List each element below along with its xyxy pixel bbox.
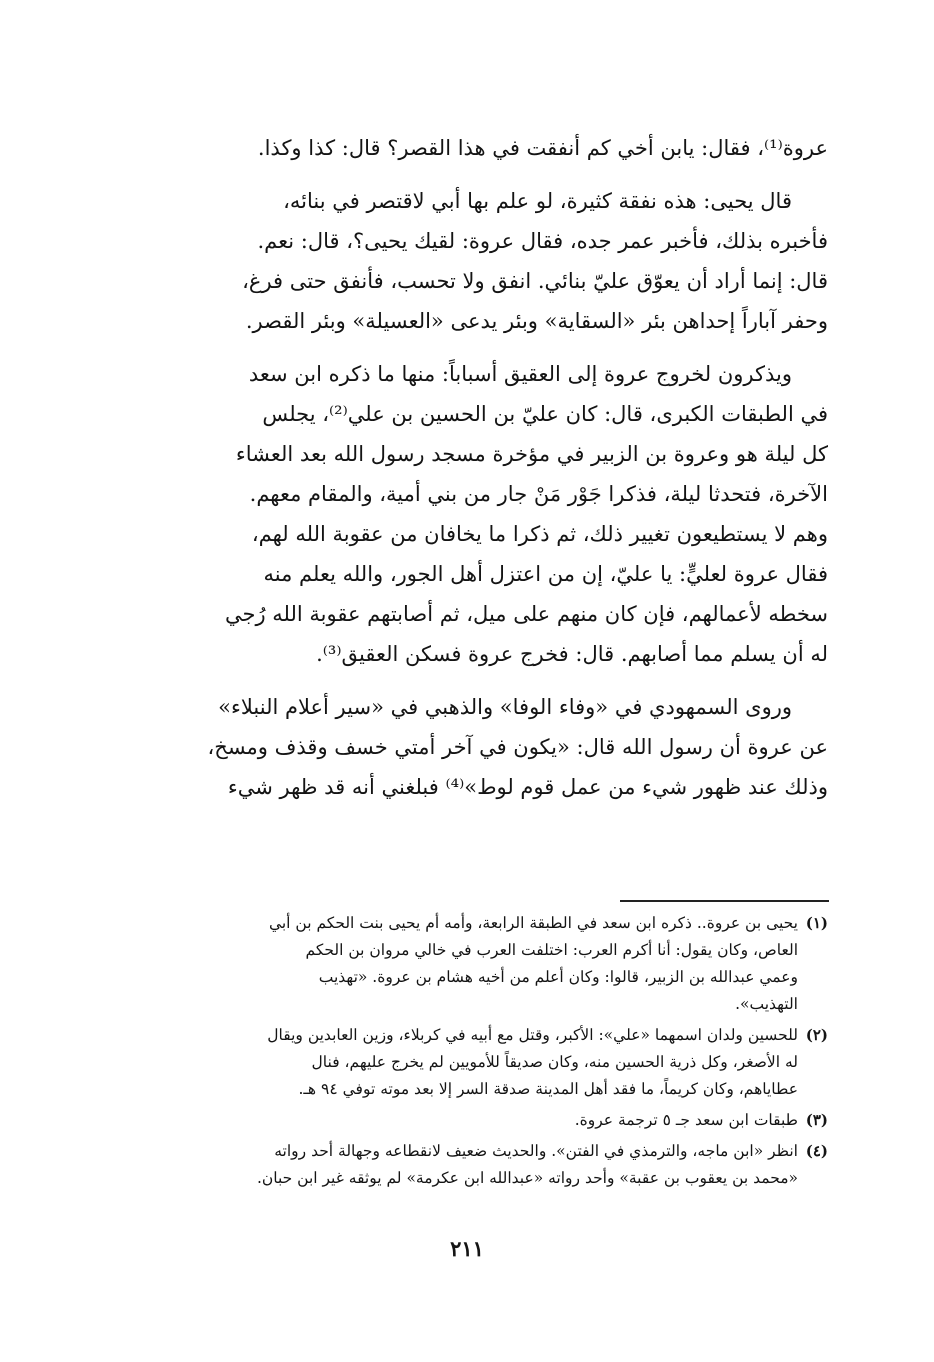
footnote-line: له الأصغر، وكل ذرية الحسين منه، وكان صديقاً للأمويين لم يخرج عليهم، فنال: [311, 1053, 798, 1071]
footnote-line: للحسين ولدان اسمهما «علي»: الأكبر، وقتل مع أبيه في كربلاء، وزين العابدين ويقال: [267, 1026, 798, 1044]
paragraph: [132, 687, 828, 807]
text-line: وحفر آباراً إحداهن بئر «السقاية» وبئر يدعى «العسيلة» وبئر القصر.: [245, 309, 828, 333]
paragraph: [132, 128, 828, 168]
paragraph: [132, 181, 828, 341]
text-line: في الطبقات الكبرى، قال: كان عليّ بن الحسين بن علي⁽²⁾، يجلس: [262, 402, 828, 426]
footnote-line: التهذيب».: [735, 995, 798, 1013]
text-line: عروة⁽¹⁾، فقال: يابن أخي كم أنفقت في هذا القصر؟ قال: كذا وكذا.: [257, 136, 828, 160]
footnote-number: (٣): [805, 1111, 828, 1129]
footnote-line: «محمد بن يعقوب بن عقبة» وأحد رواته «عبدالله ابن عكرمة» لم يوثقه غير ابن حبان.: [256, 1169, 798, 1187]
main-text: [132, 128, 828, 820]
text-line: ويذكرون لخروج عروة إلى العقيق أسباباً: منها ما ذكره ابن سعد: [248, 362, 792, 386]
footnote: [132, 1138, 828, 1192]
text-line: وهم لا يستطيعون تغيير ذلك، ثم ذكرا ما يخافان من عقوبة الله لهم،: [251, 522, 828, 546]
text-line: فقال عروة لعليٍّ: يا عليّ، إن من اعتزل أهل الجور، والله يعلم منه: [263, 562, 828, 586]
footnote-number: (١): [805, 914, 828, 932]
text-line: وذلك عند ظهور شيء من عمل قوم لوط»⁽⁴⁾ فبلغني أنه قد ظهر شيء: [227, 775, 828, 799]
footnote-line: العاص، وكان يقول: أنا أكرم العرب: اختلفت العرب في خالي مروان بن الحكم: [305, 941, 798, 959]
text-line: الآخرة، فتحدثا ليلة، فذكرا جَوْر مَنْ جار من بني أمية، والمقام معهم.: [249, 482, 828, 506]
footnote-line: انظر «ابن ماجه، والترمذي في الفتن». والحديث ضعيف لانقطاعه وجهالة أحد رواته: [274, 1142, 798, 1160]
text-line: قال: إنما أراد أن يعوّق عليّ بنائي. انفق ولا تحسب، فأنفق حتى فرغ،: [242, 269, 828, 293]
footnote-line: عطاياهم، وكان كريماً، ما فقد أهل المدينة صدقة السر إلا بعد موته توفي ٩٤ هـ.: [298, 1080, 798, 1098]
paragraph: [132, 354, 828, 674]
footnotes: [132, 910, 828, 1192]
footnote: [132, 1022, 828, 1103]
text-line: فأخبره بذلك، فأخبر عمر جده، فقال عروة: لقيك يحيى؟، قال: نعم.: [257, 229, 828, 253]
text-line: سخطه لأعمالهم، فإن كان منهم على ميل، ثم أصابتهم عقوبة الله رُجي: [224, 602, 828, 626]
footnote-line: طبقات ابن سعد جـ ٥ ترجمة عروة.: [574, 1111, 798, 1129]
footnote: [132, 1107, 828, 1134]
footnote-separator: [620, 900, 829, 902]
footnote-number: (٤): [805, 1142, 828, 1160]
footnote-line: يحيى بن عروة.. ذكره ابن سعد في الطبقة الرابعة، وأمه أم يحيى بنت الحكم بن أبي: [268, 914, 798, 932]
text-line: كل ليلة هو وعروة بن الزبير في مؤخرة مسجد رسول الله بعد العشاء: [235, 442, 828, 466]
footnote: [132, 910, 828, 1018]
footnote-number: (٢): [805, 1026, 828, 1044]
text-line: له أن يسلم مما أصابهم. قال: فخرج عروة فسكن العقيق⁽³⁾.: [316, 642, 828, 666]
footnote-line: وعمي عبدالله بن الزبير، قالوا: وكان أعلم من أخيه هشام بن عروة. «تهذيب: [318, 968, 798, 986]
page-number: ٢١١: [450, 1236, 484, 1261]
text-line: عن عروة أن رسول الله قال: «يكون في آخر أمتي خسف وقذف ومسخ،: [207, 735, 828, 759]
text-line: قال يحيى: هذه نفقة كثيرة، لو علم بها أبي لاقتصر في بنائه،: [283, 189, 792, 213]
text-line: وروى السمهودي في «وفاء الوفا» والذهبي في «سير أعلام النبلاء»: [218, 695, 792, 719]
